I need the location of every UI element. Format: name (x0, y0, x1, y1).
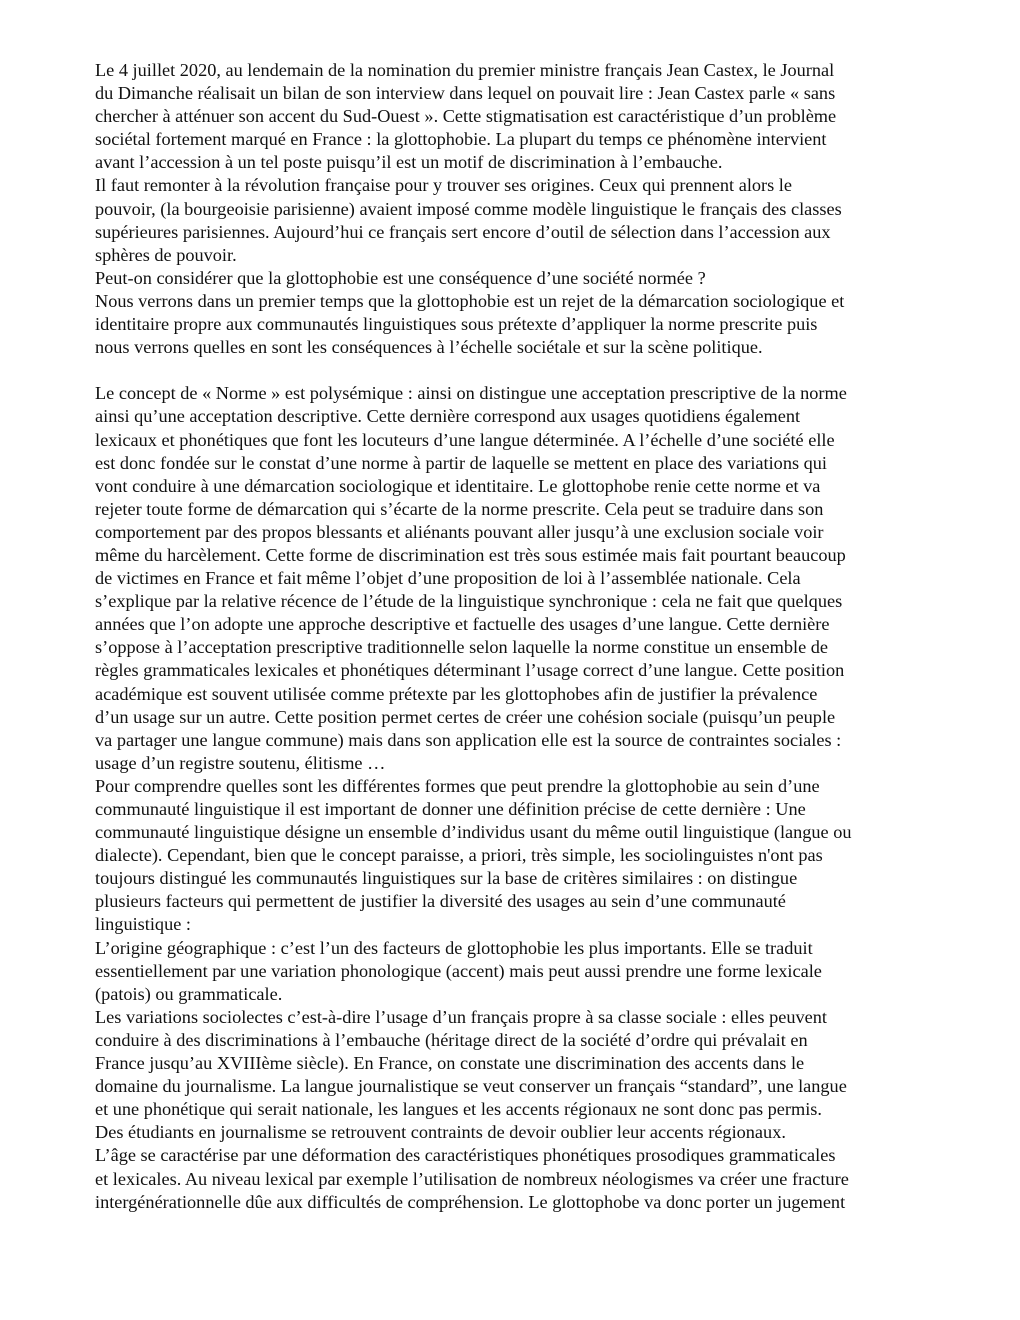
text-line: Peut-on considérer que la glottophobie est une conséquence d’une société normée ? (95, 267, 706, 288)
text-line: Des étudiants en journalisme se retrouvent contraints de devoir oublier leur accents régionaux. (95, 1122, 786, 1143)
text-line: sociétal fortement marqué en France : la glottophobie. La plupart du temps ce phénomène intervient (95, 129, 827, 150)
text-line: identitaire propre aux communautés linguistiques sous prétexte d’appliquer la norme prescrite puis (95, 314, 818, 335)
text-line: L’origine géographique : c’est l’un des facteurs de glottophobie les plus importants. Elle se traduit (95, 937, 813, 958)
text-line: même du harcèlement. Cette forme de discrimination est très sous estimée mais fait pourtant beaucoup (95, 544, 846, 565)
text-line: est donc fondée sur le constat d’une norme à partir de laquelle se mettent en place des variations qui (95, 452, 827, 473)
text-line: académique est souvent utilisée comme prétexte par les glottophobes afin de justifier la prévalence (95, 683, 818, 704)
text-line: et lexicales. Au niveau lexical par exemple l’utilisation de nombreux néologismes va créer une fracture (95, 1168, 849, 1189)
text-line: toujours distingué les communautés linguistiques sur la base de critères similaires : on distingue (95, 868, 798, 889)
document-page (95, 59, 935, 1214)
text-line: nous verrons quelles en sont les conséquences à l’échelle sociétale et sur la scène politique. (95, 337, 763, 358)
text-line: va partager une langue commune) mais dans son application elle est la source de contraintes sociales : (95, 729, 842, 750)
text-line: Les variations sociolectes c’est-à-dire l’usage d’un français propre à sa classe sociale : elles peuvent (95, 1006, 827, 1027)
text-line: Il faut remonter à la révolution française pour y trouver ses origines. Ceux qui prennent alors le (95, 175, 792, 196)
text-line: intergénérationnelle dûe aux difficultés de compréhension. Le glottophobe va donc porter un jugement (95, 1191, 846, 1212)
paragraph-spacer (95, 359, 935, 382)
text-line: plusieurs facteurs qui permettent de justifier la diversité des usages au sein d’une communauté (95, 891, 786, 912)
text-line: d’un usage sur un autre. Cette position permet certes de créer une cohésion sociale (puisqu’un peuple (95, 706, 836, 727)
text-line: lexicaux et phonétiques que font les locuteurs d’une langue déterminée. A l’échelle d’une société elle (95, 429, 835, 450)
text-line: s’explique par la relative récence de l’étude de la linguistique synchronique : cela ne fait que quelques (95, 591, 843, 612)
text-line: linguistique : (95, 914, 191, 935)
text-line: domaine du journalisme. La langue journalistique se veut conserver un français “standard”, une langue (95, 1076, 847, 1097)
text-line: années que l’on adopte une approche descriptive et factuelle des usages d’une langue. Cette dernière (95, 614, 830, 635)
text-line: Nous verrons dans un premier temps que la glottophobie est un rejet de la démarcation sociologique et (95, 290, 845, 311)
text-line: avant l’accession à un tel poste puisqu’il est un motif de discrimination à l’embauche. (95, 152, 723, 173)
text-line: du Dimanche réalisait un bilan de son interview dans lequel on pouvait lire : Jean Castex parle « sans (95, 83, 836, 104)
text-line: communauté linguistique désigne un ensemble d’individus usant du même outil linguistique (langue ou (95, 822, 852, 843)
text-line: sphères de pouvoir. (95, 244, 237, 265)
text-line: essentiellement par une variation phonologique (accent) mais peut aussi prendre une forme lexicale (95, 960, 822, 981)
text-line: règles grammaticales lexicales et phonétiques déterminant l’usage correct d’une langue. Cette position (95, 660, 845, 681)
text-line: Pour comprendre quelles sont les différentes formes que peut prendre la glottophobie au sein d’une (95, 775, 820, 796)
text-line: chercher à atténuer son accent du Sud-Ouest ». Cette stigmatisation est caractéristique d’un problème (95, 106, 837, 127)
text-line: France jusqu’au XVIIIème siècle). En France, on constate une discrimination des accents dans le (95, 1053, 805, 1074)
text-line: dialecte). Cependant, bien que le concept paraisse, a priori, très simple, les sociolinguistes n'ont pas (95, 845, 823, 866)
text-line: pouvoir, (la bourgeoisie parisienne) avaient imposé comme modèle linguistique le français des classes (95, 198, 842, 219)
text-line: Le 4 juillet 2020, au lendemain de la nomination du premier ministre français Jean Castex, le Journal (95, 60, 835, 80)
text-line: communauté linguistique il est important de donner une définition précise de cette dernière : Une (95, 799, 806, 819)
text-line: s’oppose à l’acceptation prescriptive traditionnelle selon laquelle la norme constitue un ensemble de (95, 637, 829, 658)
text-line: ainsi qu’une acceptation descriptive. Cette dernière correspond aux usages quotidiens également (95, 406, 801, 427)
text-line: Le concept de « Norme » est polysémique : ainsi on distingue une acceptation prescriptive de la norme (95, 383, 847, 404)
text-line: rejeter toute forme de démarcation qui s’écarte de la norme prescrite. Cela peut se traduire dans son (95, 498, 824, 519)
text-line: usage d’un registre soutenu, élitisme … (95, 752, 386, 773)
text-line: vont conduire à une démarcation sociologique et identitaire. Le glottophobe renie cette norme et va (95, 475, 821, 496)
text-line: conduire à des discriminations à l’embauche (héritage direct de la société d’ordre qui prévalait en (95, 1029, 808, 1050)
text-line: (patois) ou grammaticale. (95, 983, 283, 1004)
text-line: supérieures parisiennes. Aujourd’hui ce français sert encore d’outil de sélection dans l’accession aux (95, 221, 831, 242)
text-line: comportement par des propos blessants et aliénants pouvant aller jusqu’à une exclusion sociale voir (95, 521, 824, 542)
text-line: et une phonétique qui serait nationale, les langues et les accents régionaux ne sont donc pas permis. (95, 1099, 822, 1120)
text-line: L’âge se caractérise par une déformation des caractéristiques phonétiques prosodiques grammaticales (95, 1145, 836, 1166)
text-line: de victimes en France et fait même l’objet d’une proposition de loi à l’assemblée nationale. Cela (95, 568, 801, 589)
